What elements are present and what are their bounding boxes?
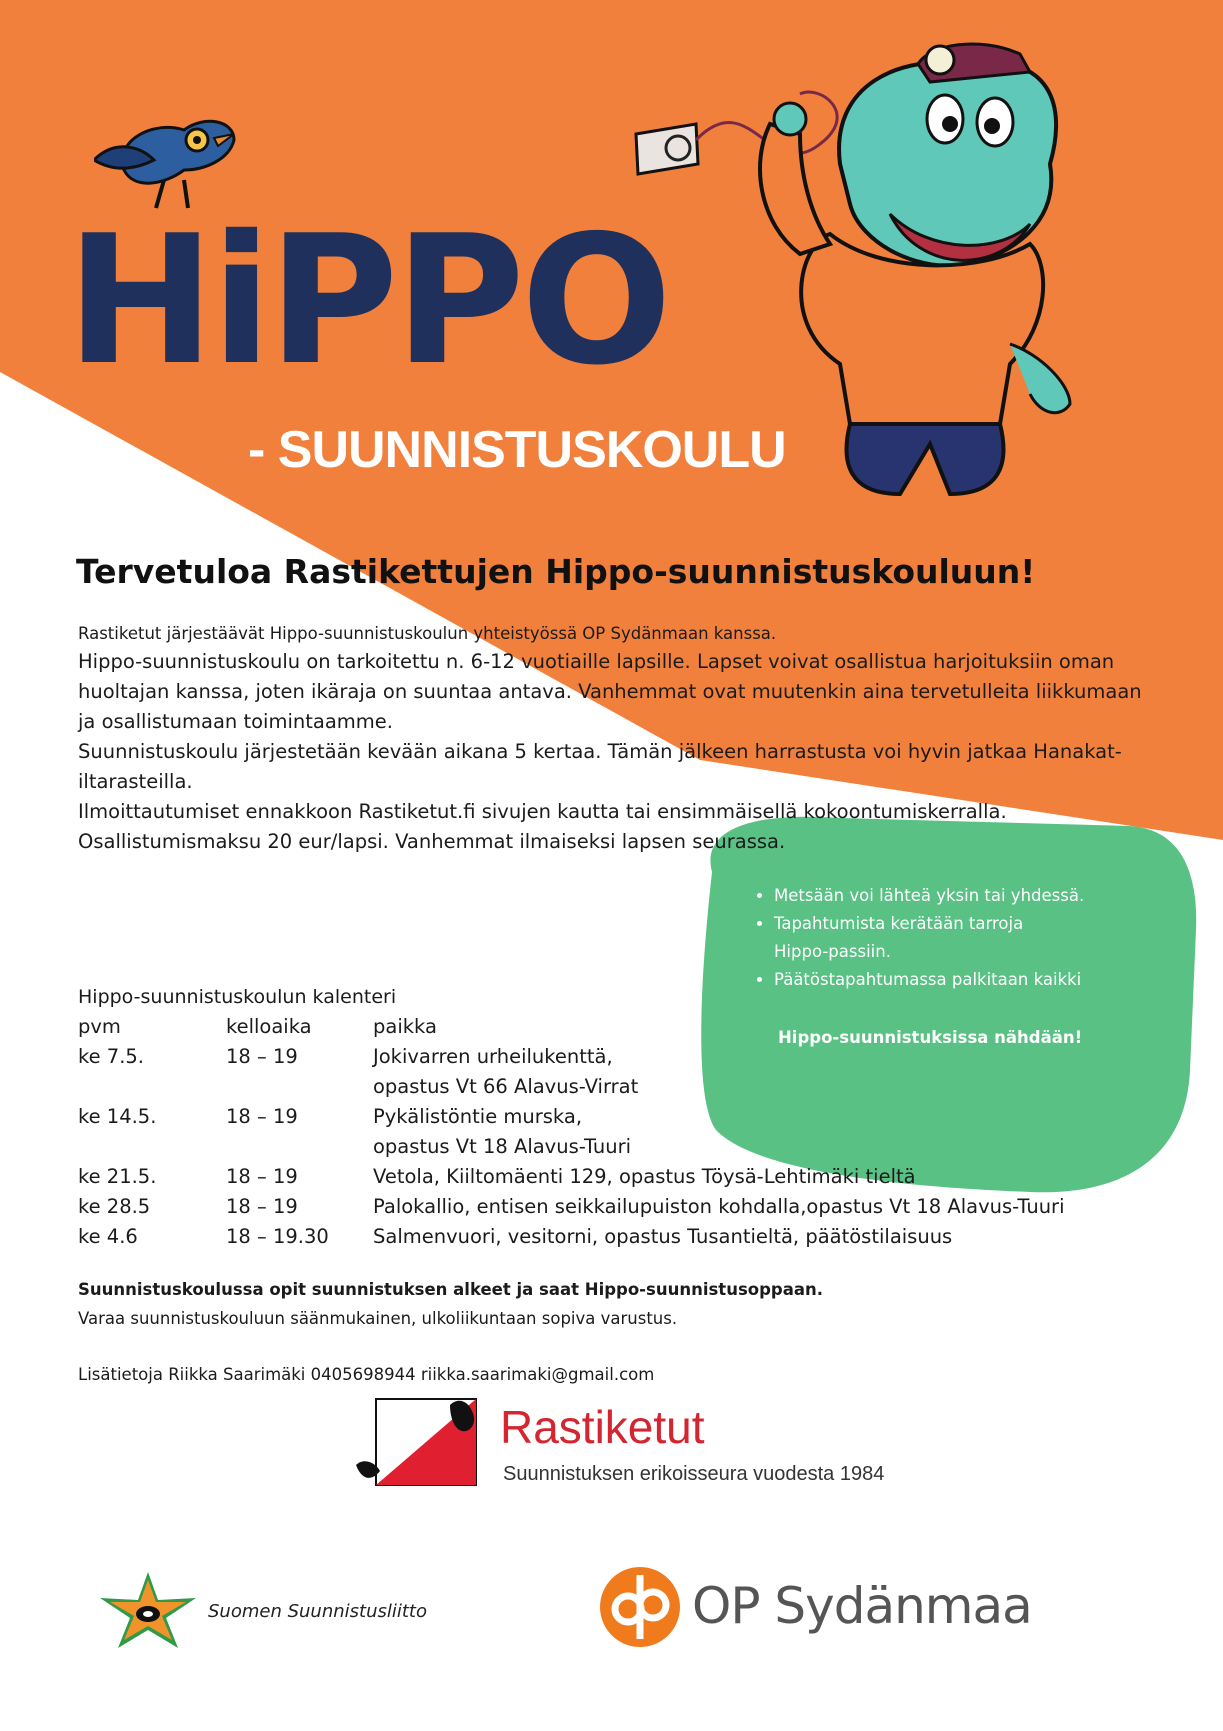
row-place-line: opastus Vt 18 Alavus-Tuuri (373, 1135, 632, 1158)
op-sydanmaa-name: OP Sydänmaa (692, 1577, 1032, 1635)
page-title: Tervetuloa Rastikettujen Hippo-suunnistuskouluun! (76, 552, 1036, 591)
row-date: ke 21.5. (78, 1165, 157, 1188)
bold-note: Suunnistuskoulussa opit suunnistuksen alkeet ja saat Hippo-suunnistusoppaan. (78, 1280, 824, 1299)
contact-info: Lisätietoja Riikka Saarimäki 0405698944 riikka.saarimaki@gmail.com (78, 1365, 655, 1384)
intro-paragraph: Osallistumismaksu 20 eur/lapsi. Vanhemmat ilmaiseksi lapsen seurassa. (78, 830, 786, 853)
rastiketut-tagline: Suunnistuksen erikoisseura vuodesta 1984 (503, 1463, 885, 1485)
intro-text (78, 621, 1158, 857)
row-date: ke 28.5 (78, 1195, 151, 1218)
rastiketut-logo-mark (354, 1397, 494, 1489)
calendar-section (78, 982, 1178, 1252)
ssl-name: Suomen Suunnistusliitto (208, 1601, 427, 1622)
row-time: 18 – 19 (226, 1105, 298, 1128)
ssl-star-logo (96, 1570, 200, 1650)
row-place (373, 1102, 1065, 1162)
row-place: Salmenvuori, vesitorni, opastus Tusantieltä, päätöstilaisuus (373, 1225, 953, 1248)
bubble-list-item: • Tapahtumista kerätään tarroja Hippo-passiin. (774, 910, 1074, 966)
row-place-line: Pykälistöntie murska, (373, 1105, 583, 1128)
bubble-list-item: • Päätöstapahtumassa palkitaan kaikki (774, 966, 1140, 994)
row-place: Palokallio, entisen seikkailupuiston kohdalla,opastus Vt 18 Alavus-Tuuri (373, 1195, 1065, 1218)
bubble-list-item: • Metsään voi lähteä yksin tai yhdessä. (774, 882, 1140, 910)
calendar-title: Hippo-suunnistuskoulun kalenteri (78, 986, 397, 1008)
row-place-line: opastus Vt 66 Alavus-Virrat (373, 1075, 639, 1098)
intro-paragraph: Ilmoittautumiset ennakkoon Rastiketut.fi sivujen kautta tai ensimmäisellä kokoontumiskerralla. (78, 800, 1007, 823)
hippo-logo-word: HiPPO (66, 197, 669, 404)
table-row (78, 1042, 1065, 1102)
op-logo-mark (598, 1565, 682, 1649)
calendar-header-row (78, 1012, 1065, 1042)
row-time: 18 – 19 (226, 1195, 298, 1218)
equipment-note: Varaa suunnistuskouluun säänmukainen, ulkoliikuntaan sopiva varustus. (78, 1309, 678, 1328)
row-date: ke 7.5. (78, 1045, 145, 1068)
bubble-bullet-list (740, 882, 1140, 994)
bubble-cta-text: Hippo-suunnistuksissa nähdään! (778, 1028, 1083, 1047)
intro-paragraph: Suunnistuskoulu järjestetään kevään aikana 5 kertaa. Tämän jälkeen harrastusta voi hyvin jatkaa Hanakat-iltarasteilla. (78, 740, 1122, 793)
table-row (78, 1162, 1065, 1192)
intro-line: Rastiketut järjestäävät Hippo-suunnistuskoulun yhteistyössä OP Sydänmaan kanssa. (78, 624, 777, 643)
row-time: 18 – 19 (226, 1045, 298, 1068)
row-place-line: Jokivarren urheilukenttä, (373, 1045, 613, 1068)
row-date: ke 4.6 (78, 1225, 138, 1248)
row-date: ke 14.5. (78, 1105, 157, 1128)
row-time: 18 – 19 (226, 1165, 298, 1188)
table-row (78, 1102, 1065, 1162)
row-place: Vetola, Kiiltomäenti 129, opastus Töysä-Lehtimäki tieltä (373, 1165, 916, 1188)
header-time: kelloaika (226, 1015, 312, 1038)
row-place (373, 1042, 1065, 1102)
table-row (78, 1222, 1065, 1252)
intro-paragraph: Hippo-suunnistuskoulu on tarkoitettu n. 6-12 vuotiaille lapsille. Lapset voivat osallistua harjoituksiin oman huoltajan kanssa, joten ikäraja on suuntaa antava. Vanhemmat ovat muutenkin aina tervetulleita liikkumaan ja osallistumaan toimintaamme. (78, 650, 1142, 733)
rastiketut-name: Rastiketut (500, 1401, 705, 1453)
row-time: 18 – 19.30 (226, 1225, 329, 1248)
header-place: paikka (373, 1015, 437, 1038)
logo-subtitle: - SUUNNISTUSKOULU (248, 421, 786, 479)
calendar-table (78, 1012, 1065, 1252)
header-date: pvm (78, 1015, 121, 1038)
table-row (78, 1192, 1065, 1222)
